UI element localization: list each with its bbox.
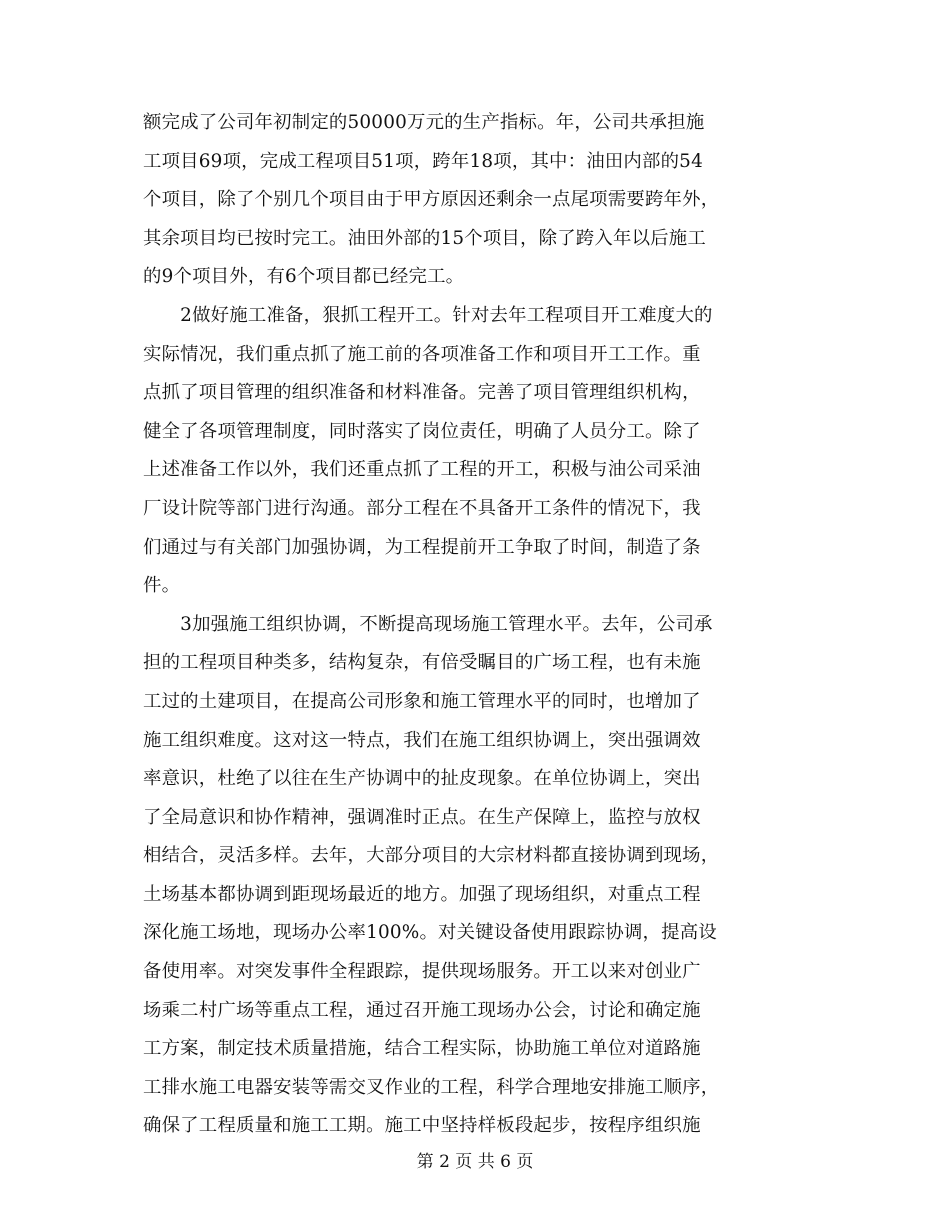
text-line: 备使用率。对突发事件全程跟踪，提供现场服务。开工以来对创业广 xyxy=(143,961,701,983)
text-line: 工方案，制定技术质量措施，结合工程实际，协助施工单位对道路施 xyxy=(143,1038,701,1060)
text-line: 其余项目均已按时完工。油田外部的15个项目，除了跨入年以后施工 xyxy=(143,227,706,249)
text-line: 施工组织难度。这对这一特点，我们在施工组织协调上，突出强调效 xyxy=(143,729,701,751)
text-line: 了全局意识和协作精神，强调准时正点。在生产保障上，监控与放权 xyxy=(143,806,701,828)
text-line: 场乘二村广场等重点工程，通过召开施工现场办公会，讨论和确定施 xyxy=(143,999,701,1021)
paragraph-1 xyxy=(143,104,810,297)
text-line: 点抓了项目管理的组织准备和材料准备。完善了项目管理组织机构， xyxy=(143,382,701,404)
text-line: 确保了工程质量和施工工期。施工中坚持样板段起步，按程序组织施 xyxy=(143,1115,701,1137)
text-line: 相结合，灵活多样。去年，大部分项目的大宗材料都直接协调到现场， xyxy=(143,845,720,867)
document-body xyxy=(143,104,810,1146)
text-line: 工过的土建项目，在提高公司形象和施工管理水平的同时，也增加了 xyxy=(143,690,701,712)
text-line: 担的工程项目种类多，结构复杂，有倍受瞩目的广场工程，也有未施 xyxy=(143,652,701,674)
text-line: 深化施工场地，现场办公率100%。对关键设备使用跟踪协调，提高设 xyxy=(143,922,717,944)
text-line: 个项目，除了个别几个项目由于甲方原因还剩余一点尾项需要跨年外， xyxy=(143,189,720,211)
text-line: 工排水施工电器安装等需交叉作业的工程，科学合理地安排施工顺序， xyxy=(143,1076,720,1098)
text-line: 额完成了公司年初制定的50000万元的生产指标。年，公司共承担施 xyxy=(143,112,705,133)
text-line: 工项目69项，完成工程项目51项，跨年18项，其中：油田内部的54 xyxy=(143,150,703,172)
page-number-footer: 第 2 页 共 6 页 xyxy=(416,1152,534,1172)
text-line: 厂设计院等部门进行沟通。部分工程在不具备开工条件的情况下，我 xyxy=(143,497,701,519)
text-line: 上述准备工作以外，我们还重点抓了工程的开工，积极与油公司采油 xyxy=(143,459,701,481)
paragraph-2 xyxy=(143,297,810,606)
text-line: 率意识，杜绝了以往在生产协调中的扯皮现象。在单位协调上，突出 xyxy=(143,768,701,790)
text-line: 2做好施工准备，狠抓工程开工。针对去年工程项目开工难度大的 xyxy=(143,304,713,326)
text-line: 件。 xyxy=(143,575,181,597)
paragraph-3 xyxy=(143,606,810,1146)
text-line: 健全了各项管理制度，同时落实了岗位责任，明确了人员分工。除了 xyxy=(143,420,701,442)
text-line: 3加强施工组织协调，不断提高现场施工管理水平。去年，公司承 xyxy=(143,613,713,635)
text-line: 们通过与有关部门加强协调，为工程提前开工争取了时间，制造了条 xyxy=(143,536,701,558)
text-line: 土场基本都协调到距现场最近的地方。加强了现场组织，对重点工程 xyxy=(143,883,701,905)
text-line: 实际情况，我们重点抓了施工前的各项准备工作和项目开工工作。重 xyxy=(143,343,701,365)
text-line: 的9个项目外，有6个项目都已经完工。 xyxy=(143,266,465,288)
